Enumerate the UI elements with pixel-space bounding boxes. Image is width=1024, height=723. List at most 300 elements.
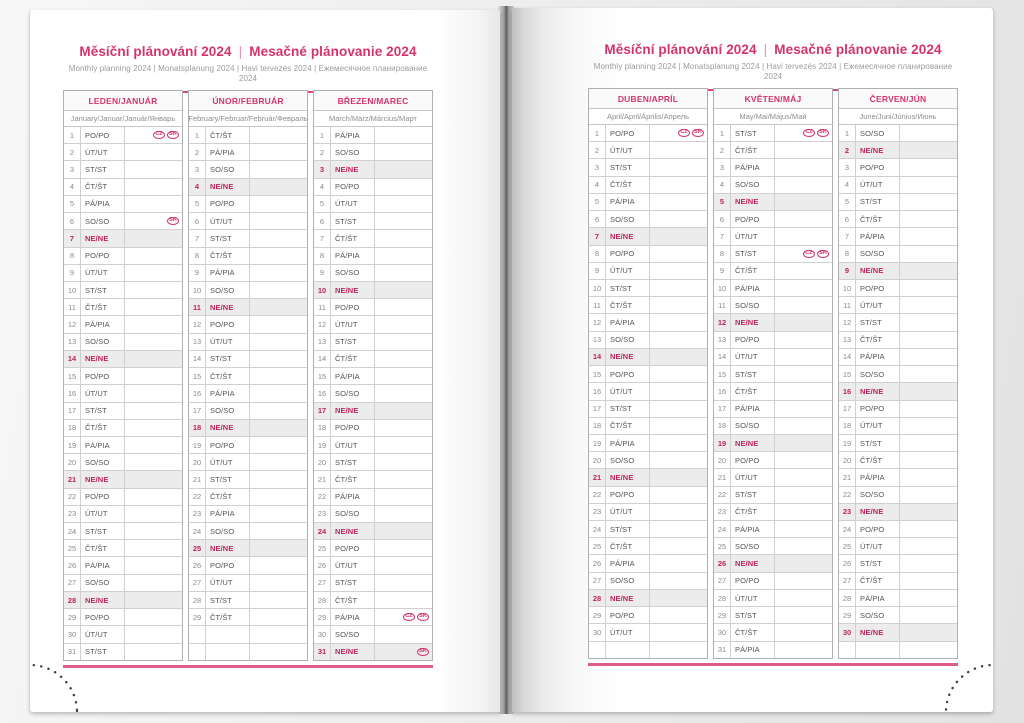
notes-cell <box>775 418 832 434</box>
weekday-cell: ČT/ŠT <box>206 127 250 143</box>
day-number-cell: 27 <box>314 575 331 591</box>
notes-cell <box>125 351 182 367</box>
notes-cell <box>375 161 432 177</box>
weekday-cell: ÚT/UT <box>331 437 375 453</box>
notes-cell <box>650 332 707 348</box>
day-row <box>839 263 957 280</box>
weekday-cell: PO/PO <box>206 316 250 332</box>
notes-cell <box>250 385 307 401</box>
day-row <box>189 213 307 230</box>
notes-cell <box>375 334 432 350</box>
day-row <box>839 418 957 435</box>
notes-cell <box>375 437 432 453</box>
day-row <box>64 144 182 161</box>
month-name: ÚNOR/FEBRUÁR <box>189 91 307 111</box>
day-number-cell <box>839 642 856 658</box>
day-number-cell: 5 <box>314 196 331 212</box>
page-title-slovak: Mesačné plánovanie 2024 <box>774 42 942 57</box>
day-row <box>839 159 957 176</box>
weekday-cell: ÚT/UT <box>731 228 775 244</box>
day-row <box>839 401 957 418</box>
notes-cell <box>375 575 432 591</box>
notes-cell <box>900 349 957 365</box>
notes-cell <box>250 213 307 229</box>
day-number-cell: 17 <box>839 401 856 417</box>
notes-cell <box>125 127 182 143</box>
notes-cell <box>900 332 957 348</box>
notes-cell <box>125 265 182 281</box>
notes-cell <box>650 624 707 640</box>
notes-cell <box>775 366 832 382</box>
day-number-cell: 3 <box>64 161 81 177</box>
notes-cell <box>650 177 707 193</box>
weekday-cell: SO/SO <box>331 506 375 522</box>
day-number-cell: 2 <box>714 142 731 158</box>
weekday-cell: ST/ST <box>856 555 900 571</box>
day-number-cell: 23 <box>714 504 731 520</box>
day-row <box>189 420 307 437</box>
weekday-cell: ST/ST <box>731 607 775 623</box>
day-row <box>314 437 432 454</box>
day-number-cell: 19 <box>64 437 81 453</box>
day-row <box>589 538 707 555</box>
day-number-cell: 29 <box>714 607 731 623</box>
day-number-cell: 25 <box>839 538 856 554</box>
notes-cell <box>375 403 432 419</box>
day-number-cell: 18 <box>64 420 81 436</box>
day-number-cell: 15 <box>64 368 81 384</box>
month-languages: January/Januar/Január/Январь <box>64 111 182 127</box>
day-number-cell: 8 <box>589 246 606 262</box>
day-row <box>714 624 832 641</box>
notes-cell <box>375 385 432 401</box>
weekday-cell: ÚT/UT <box>81 626 125 642</box>
holiday-badge-cz: CZ <box>678 129 690 137</box>
notes-cell <box>900 159 957 175</box>
day-row <box>314 454 432 471</box>
holiday-badge-cz: CZ <box>153 131 165 139</box>
weekday-cell: PÁ/PIA <box>856 349 900 365</box>
day-row <box>314 265 432 282</box>
weekday-cell: ST/ST <box>206 592 250 608</box>
day-number-cell: 12 <box>714 314 731 330</box>
day-number-cell: 27 <box>839 573 856 589</box>
day-number-cell: 7 <box>839 228 856 244</box>
day-number-cell: 10 <box>839 280 856 296</box>
left-page <box>30 10 500 712</box>
weekday-cell: NE/NE <box>331 161 375 177</box>
notes-cell <box>125 368 182 384</box>
day-number-cell <box>589 642 606 658</box>
day-number-cell: 27 <box>189 575 206 591</box>
day-row <box>314 385 432 402</box>
weekday-cell: PÁ/PIA <box>81 437 125 453</box>
day-number-cell: 27 <box>714 573 731 589</box>
day-row <box>189 282 307 299</box>
weekday-cell: ČT/ŠT <box>606 538 650 554</box>
day-number-cell: 14 <box>589 349 606 365</box>
day-number-cell: 11 <box>64 299 81 315</box>
day-number-cell: 6 <box>314 213 331 229</box>
weekday-cell: PO/PO <box>606 246 650 262</box>
day-row <box>64 213 182 230</box>
weekday-cell: ST/ST <box>331 334 375 350</box>
day-row <box>589 349 707 366</box>
day-row <box>189 316 307 333</box>
day-row <box>589 159 707 176</box>
notes-cell <box>250 420 307 436</box>
notes-cell <box>650 228 707 244</box>
day-number-cell: 2 <box>189 144 206 160</box>
notes-cell <box>250 644 307 660</box>
day-row <box>589 555 707 572</box>
day-number-cell: 25 <box>314 540 331 556</box>
weekday-cell: ČT/ŠT <box>856 332 900 348</box>
day-number-cell: 25 <box>64 540 81 556</box>
weekday-cell: ÚT/UT <box>81 506 125 522</box>
day-number-cell: 24 <box>314 523 331 539</box>
day-number-cell: 15 <box>714 366 731 382</box>
day-number-cell: 5 <box>189 196 206 212</box>
month-name: DUBEN/APRÍL <box>589 89 707 109</box>
weekday-cell: ST/ST <box>81 644 125 660</box>
notes-cell <box>775 332 832 348</box>
day-number-cell: 21 <box>839 469 856 485</box>
notes-cell <box>125 454 182 470</box>
weekday-cell: PO/PO <box>81 127 125 143</box>
notes-cell <box>125 626 182 642</box>
weekday-cell: ST/ST <box>606 280 650 296</box>
notes-cell <box>775 452 832 468</box>
day-row <box>64 644 182 660</box>
weekday-cell: ČT/ŠT <box>731 624 775 640</box>
day-row <box>189 299 307 316</box>
weekday-cell: ÚT/UT <box>331 196 375 212</box>
day-number-cell: 27 <box>589 573 606 589</box>
day-row <box>64 334 182 351</box>
day-row <box>64 489 182 506</box>
weekday-cell: PO/PO <box>606 487 650 503</box>
notes-cell <box>375 127 432 143</box>
holiday-badge-sk: SK <box>692 129 704 137</box>
weekday-cell: ÚT/UT <box>856 418 900 434</box>
day-number-cell: 22 <box>589 487 606 503</box>
notes-cell <box>900 211 957 227</box>
page-title-czech: Měsíční plánování 2024 <box>79 44 232 59</box>
day-number-cell: 7 <box>189 230 206 246</box>
day-row <box>839 280 957 297</box>
weekday-cell: ČT/ŠT <box>81 420 125 436</box>
day-row <box>64 161 182 178</box>
day-row <box>64 385 182 402</box>
day-row <box>714 194 832 211</box>
weekday-cell: ÚT/UT <box>731 349 775 365</box>
weekday-cell: PO/PO <box>856 521 900 537</box>
weekday-cell: PO/PO <box>731 211 775 227</box>
weekday-cell: PO/PO <box>331 540 375 556</box>
day-row <box>714 573 832 590</box>
day-row <box>64 265 182 282</box>
notes-cell <box>775 246 832 262</box>
day-row <box>189 368 307 385</box>
day-number-cell: 12 <box>839 314 856 330</box>
day-row <box>839 435 957 452</box>
day-row <box>839 452 957 469</box>
notes-cell <box>250 161 307 177</box>
weekday-cell: SO/SO <box>606 573 650 589</box>
weekday-cell: ÚT/UT <box>81 385 125 401</box>
notes-cell <box>900 555 957 571</box>
weekday-cell: ČT/ŠT <box>206 489 250 505</box>
day-number-cell: 5 <box>64 196 81 212</box>
weekday-cell: ST/ST <box>731 246 775 262</box>
weekday-cell: ÚT/UT <box>331 557 375 573</box>
day-number-cell: 29 <box>189 609 206 625</box>
day-row <box>314 471 432 488</box>
day-number-cell: 26 <box>714 555 731 571</box>
weekday-cell: PO/PO <box>731 332 775 348</box>
day-row <box>189 385 307 402</box>
empty-row <box>189 644 307 660</box>
day-row <box>839 246 957 263</box>
day-number-cell: 16 <box>589 383 606 399</box>
notes-cell <box>775 314 832 330</box>
day-number-cell: 12 <box>64 316 81 332</box>
day-number-cell: 9 <box>589 263 606 279</box>
day-number-cell: 2 <box>589 142 606 158</box>
holiday-badge-sk: SK <box>417 648 429 656</box>
day-number-cell: 21 <box>64 471 81 487</box>
month-name: BŘEZEN/MAREC <box>314 91 432 111</box>
notes-cell <box>375 351 432 367</box>
day-row <box>64 540 182 557</box>
day-row <box>314 368 432 385</box>
month-name: KVĚTEN/MÁJ <box>714 89 832 109</box>
notes-cell <box>775 624 832 640</box>
notes-cell <box>375 420 432 436</box>
weekday-cell: ČT/ŠT <box>606 418 650 434</box>
day-row <box>589 504 707 521</box>
notes-cell <box>775 211 832 227</box>
notes-cell <box>375 230 432 246</box>
notes-cell <box>250 592 307 608</box>
day-row <box>714 366 832 383</box>
day-number-cell: 6 <box>189 213 206 229</box>
day-number-cell: 4 <box>589 177 606 193</box>
day-number-cell: 14 <box>189 351 206 367</box>
day-number-cell: 26 <box>839 555 856 571</box>
day-number-cell: 24 <box>189 523 206 539</box>
day-row <box>714 418 832 435</box>
weekday-cell: ČT/ŠT <box>856 211 900 227</box>
weekday-cell: PO/PO <box>206 557 250 573</box>
notes-cell <box>125 489 182 505</box>
day-number-cell: 26 <box>64 557 81 573</box>
notes-cell <box>900 194 957 210</box>
day-number-cell: 13 <box>314 334 331 350</box>
day-row <box>314 248 432 265</box>
day-number-cell: 26 <box>314 557 331 573</box>
day-row <box>839 624 957 641</box>
day-number-cell: 1 <box>839 125 856 141</box>
notes-cell <box>775 177 832 193</box>
day-number-cell: 19 <box>189 437 206 453</box>
day-row <box>64 299 182 316</box>
notes-cell <box>650 555 707 571</box>
day-number-cell: 10 <box>64 282 81 298</box>
day-number-cell: 15 <box>189 368 206 384</box>
notes-cell <box>775 125 832 141</box>
notes-cell <box>375 523 432 539</box>
weekday-cell: PÁ/PIA <box>206 506 250 522</box>
notes-cell <box>250 523 307 539</box>
notes-cell <box>900 469 957 485</box>
holiday-badge-cz: CZ <box>403 613 415 621</box>
notes-cell <box>125 196 182 212</box>
footer-rule <box>588 663 958 666</box>
day-row <box>189 609 307 626</box>
day-number-cell: 24 <box>589 521 606 537</box>
day-row <box>64 420 182 437</box>
weekday-cell: ČT/ŠT <box>81 299 125 315</box>
day-number-cell: 13 <box>64 334 81 350</box>
day-number-cell: 29 <box>64 609 81 625</box>
day-row <box>64 403 182 420</box>
day-row <box>314 196 432 213</box>
weekday-cell: NE/NE <box>331 403 375 419</box>
day-number-cell: 15 <box>839 366 856 382</box>
notes-cell <box>375 609 432 625</box>
weekday-cell: ÚT/UT <box>731 590 775 606</box>
month-rows <box>64 127 182 660</box>
month-languages: May/Mai/Május/Май <box>714 109 832 125</box>
page-title <box>63 44 433 60</box>
day-row <box>314 316 432 333</box>
weekday-cell: PO/PO <box>206 437 250 453</box>
weekday-cell: PO/PO <box>331 420 375 436</box>
weekday-cell: ČT/ŠT <box>331 471 375 487</box>
weekday-cell: SO/SO <box>731 538 775 554</box>
notes-cell <box>250 540 307 556</box>
notes-cell <box>125 540 182 556</box>
day-row <box>64 592 182 609</box>
day-number-cell: 9 <box>839 263 856 279</box>
day-number-cell: 26 <box>189 557 206 573</box>
weekday-cell: NE/NE <box>731 555 775 571</box>
month-languages: June/Juni/Június/Июнь <box>839 109 957 125</box>
weekday-cell: ČT/ŠT <box>81 179 125 195</box>
day-row <box>314 557 432 574</box>
day-number-cell: 3 <box>314 161 331 177</box>
day-row <box>714 211 832 228</box>
notes-cell <box>375 540 432 556</box>
holiday-badge-sk: SK <box>817 129 829 137</box>
weekday-cell: ČT/ŠT <box>206 609 250 625</box>
weekday-cell: ÚT/UT <box>81 265 125 281</box>
notes-cell <box>900 452 957 468</box>
day-number-cell: 23 <box>64 506 81 522</box>
title-separator: | <box>238 44 243 59</box>
notes-cell <box>250 471 307 487</box>
weekday-cell: ST/ST <box>606 159 650 175</box>
day-number-cell: 19 <box>839 435 856 451</box>
day-row <box>314 351 432 368</box>
day-number-cell: 1 <box>314 127 331 143</box>
day-number-cell: 20 <box>839 452 856 468</box>
notes-cell <box>250 609 307 625</box>
weekday-cell: ČT/ŠT <box>331 230 375 246</box>
notes-cell <box>775 383 832 399</box>
weekday-cell: ÚT/UT <box>856 538 900 554</box>
day-row <box>714 642 832 658</box>
day-row <box>189 592 307 609</box>
month-tables-right <box>588 88 958 659</box>
day-number-cell: 13 <box>189 334 206 350</box>
day-row <box>839 228 957 245</box>
weekday-cell: ST/ST <box>81 161 125 177</box>
weekday-cell: NE/NE <box>206 299 250 315</box>
notes-cell <box>125 144 182 160</box>
day-row <box>314 523 432 540</box>
weekday-cell: NE/NE <box>856 142 900 158</box>
day-number-cell: 11 <box>589 297 606 313</box>
weekday-cell: PÁ/PIA <box>731 280 775 296</box>
day-row <box>314 575 432 592</box>
day-row <box>589 383 707 400</box>
day-number-cell: 18 <box>839 418 856 434</box>
weekday-cell: ÚT/UT <box>606 624 650 640</box>
day-row <box>189 144 307 161</box>
day-number-cell: 17 <box>589 401 606 417</box>
notes-cell <box>250 248 307 264</box>
day-row <box>839 487 957 504</box>
day-number-cell: 14 <box>839 349 856 365</box>
notes-cell <box>900 401 957 417</box>
holiday-badge-cz: CZ <box>803 129 815 137</box>
day-number-cell: 26 <box>589 555 606 571</box>
day-row <box>839 607 957 624</box>
day-number-cell: 17 <box>189 403 206 419</box>
day-number-cell: 21 <box>314 471 331 487</box>
day-number-cell: 2 <box>314 144 331 160</box>
day-number-cell: 10 <box>589 280 606 296</box>
day-row <box>189 161 307 178</box>
weekday-cell: NE/NE <box>606 469 650 485</box>
day-row <box>839 297 957 314</box>
notes-cell <box>650 125 707 141</box>
notes-cell <box>650 435 707 451</box>
day-number-cell: 11 <box>839 297 856 313</box>
page-subtitle: Monthly planning 2024 | Monatsplanung 2024 | Havi tervezés 2024 | Ежемесячное планирование 2024 <box>68 64 428 83</box>
day-row <box>189 196 307 213</box>
weekday-cell: PÁ/PIA <box>206 385 250 401</box>
weekday-cell: PO/PO <box>731 452 775 468</box>
day-number-cell: 20 <box>314 454 331 470</box>
notes-cell <box>775 642 832 658</box>
day-number-cell: 30 <box>314 626 331 642</box>
day-row <box>64 454 182 471</box>
weekday-cell: ST/ST <box>856 194 900 210</box>
weekday-cell: ST/ST <box>856 314 900 330</box>
notes-cell <box>650 159 707 175</box>
page-title-czech: Měsíční plánování 2024 <box>604 42 757 57</box>
empty-row <box>839 642 957 658</box>
day-row <box>714 263 832 280</box>
notes-cell <box>650 366 707 382</box>
day-number-cell: 1 <box>589 125 606 141</box>
day-number-cell: 28 <box>589 590 606 606</box>
day-number-cell: 23 <box>839 504 856 520</box>
